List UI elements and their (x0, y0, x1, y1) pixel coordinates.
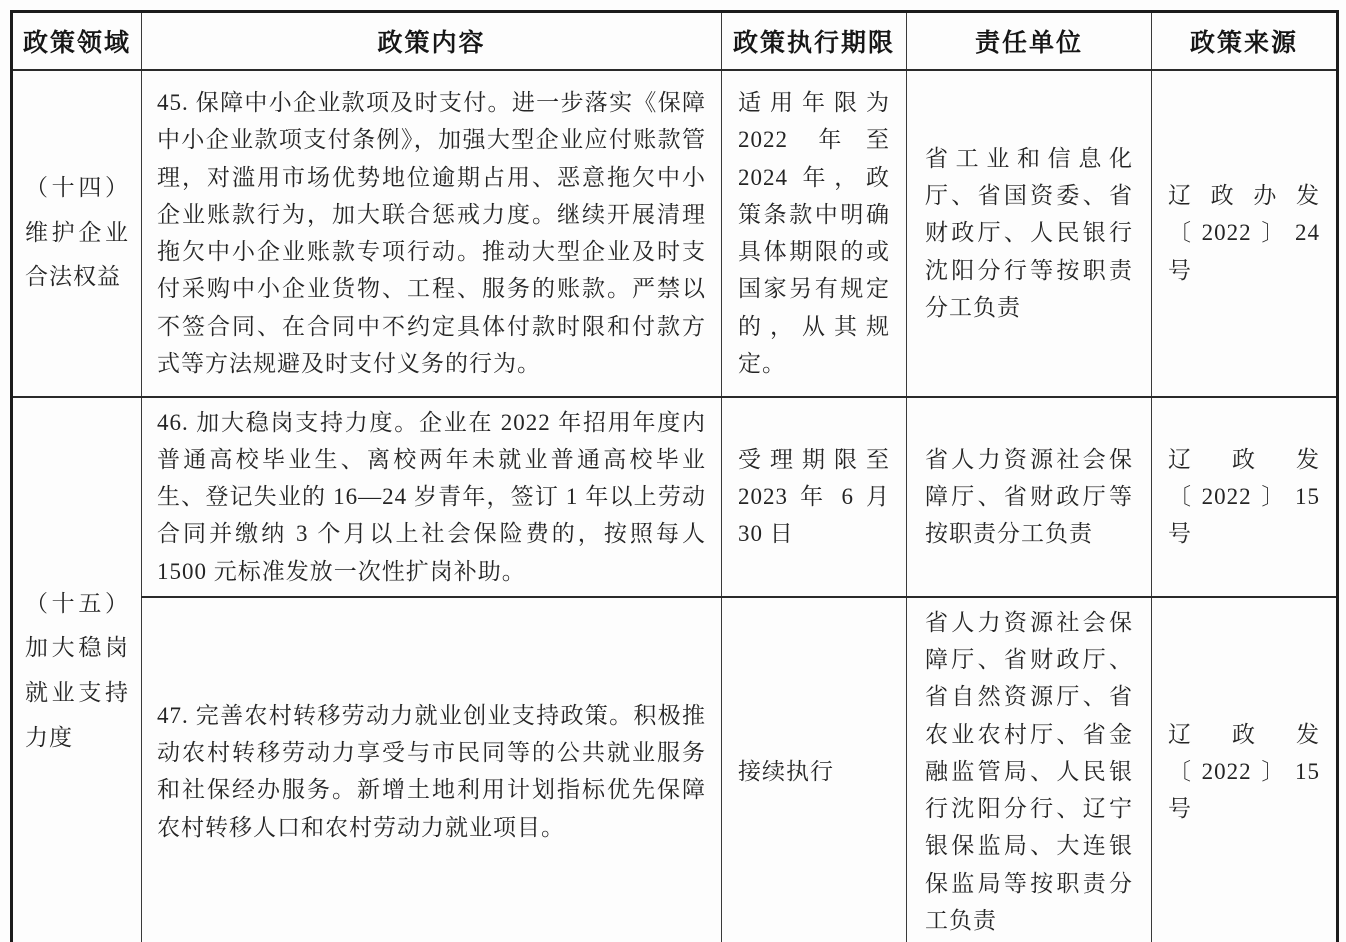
period-cell-46: 受理期限至 2023 年 6 月 30 日 (722, 397, 907, 597)
period-cell-47: 接续执行 (722, 597, 907, 942)
table-row-item-46 (12, 397, 1338, 597)
unit-cell-46: 省人力资源社会保障厅、省财政厅等按职责分工负责 (907, 397, 1152, 597)
period-cell-45: 适用年限为 2022 年至 2024 年，政策条款中明确具体期限的或国家另有规定的，从其规定。 (722, 70, 907, 397)
header-policy-area: 政策领域 (12, 12, 142, 70)
unit-cell-45: 省工业和信息化厅、省国资委、省财政厅、人民银行沈阳分行等按职责分工负责 (907, 70, 1152, 397)
content-cell-47: 47. 完善农村转移劳动力就业创业支持政策。积极推动农村转移劳动力享受与市民同等的公共就业服务和社保经办服务。新增土地利用计划指标优先保障农村转移人口和农村劳动力就业项目。 (142, 597, 722, 942)
unit-cell-47: 省人力资源社会保障厅、省财政厅、省自然资源厅、省农业农村厅、省金融监管局、人民银行沈阳分行、辽宁银保监局、大连银保监局等按职责分工负责 (907, 597, 1152, 942)
table-row-item-47 (12, 597, 1338, 942)
content-cell-46: 46. 加大稳岗支持力度。企业在 2022 年招用年度内普通高校毕业生、离校两年未就业普通高校毕业生、登记失业的 16—24 岁青年，签订 1 年以上劳动合同并缴纳 3 个月以上社会保险费的，按照每人 1500 元标准发放一次性扩岗补助。 (142, 397, 722, 597)
header-policy-period: 政策执行期限 (722, 12, 907, 70)
header-policy-content: 政策内容 (142, 12, 722, 70)
source-cell-46: 辽政发〔2022〕15 号 (1152, 397, 1338, 597)
source-cell-45: 辽政办发〔2022〕24 号 (1152, 70, 1338, 397)
policy-table (10, 10, 1339, 942)
source-cell-47: 辽政发〔2022〕15 号 (1152, 597, 1338, 942)
content-cell-45: 45. 保障中小企业款项及时支付。进一步落实《保障中小企业款项支付条例》，加强大型企业应付账款管理，对滥用市场优势地位逾期占用、恶意拖欠中小企业账款行为，加大联合惩戒力度。继续开展清理拖欠中小企业账款专项行动。推动大型企业及时支付采购中小企业货物、工程、服务的账款。严禁以不签合同、在合同中不约定具体付款时限和付款方式等方法规避及时支付义务的行为。 (142, 70, 722, 397)
header-policy-source: 政策来源 (1152, 12, 1338, 70)
header-responsible-unit: 责任单位 (907, 12, 1152, 70)
area-cell-15: （十五） 加大稳岗就业支持力度 (12, 397, 142, 942)
table-header-row (12, 12, 1338, 70)
table-row-item-45 (12, 70, 1338, 397)
area-cell-14: （十四） 维护企业合法权益 (12, 70, 142, 397)
